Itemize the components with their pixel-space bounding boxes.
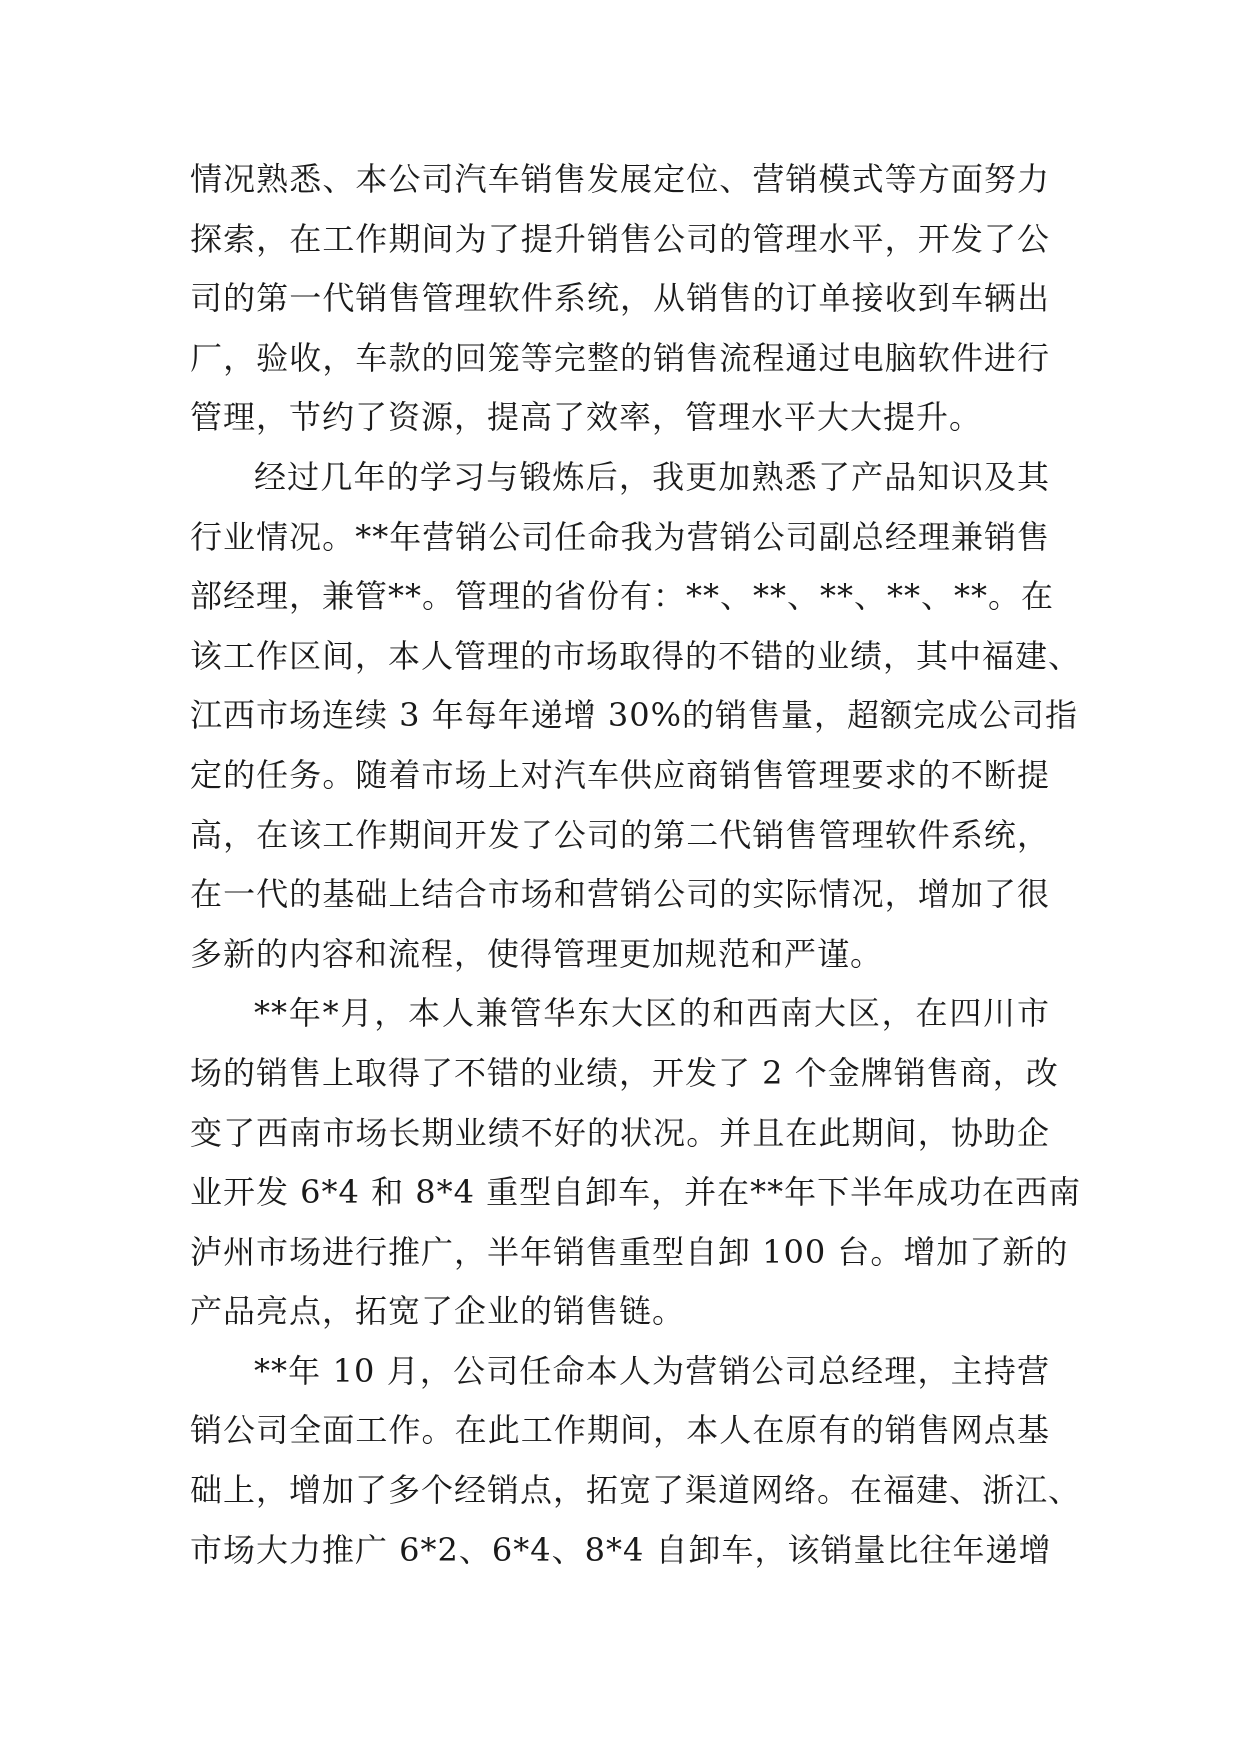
text-line: 础上，增加了多个经销点，拓宽了渠道网络。在福建、浙江、: [190, 1471, 1082, 1510]
text-line: 变了西南市场长期业绩不好的状况。并且在此期间，协助企: [190, 1113, 1050, 1152]
text-line: 场的销售上取得了不错的业绩，开发了 2 个金牌销售商，改: [190, 1053, 1059, 1092]
text-line: 部经理，兼管**。管理的省份有：**、**、**、**、**。在: [190, 577, 1055, 616]
text-line: 江西市场连续 3 年每年递增 30%的销售量，超额完成公司指: [190, 696, 1079, 735]
text-line: 定的任务。随着市场上对汽车供应商销售管理要求的不断提: [190, 755, 1050, 794]
document-body: [190, 150, 1082, 1580]
text-line: **年 10 月，公司任命本人为营销公司总经理，主持营: [254, 1351, 1050, 1390]
text-line: 情况熟悉、本公司汽车销售发展定位、营销模式等方面努力: [190, 160, 1050, 198]
text-line: 高，在该工作期间开发了公司的第二代销售管理软件系统，: [190, 815, 1050, 854]
text-line: 业开发 6*4 和 8*4 重型自卸车，并在**年下半年成功在西南: [190, 1173, 1082, 1212]
text-line: 市场大力推广 6*2、6*4、8*4 自卸车，该销量比往年递增: [190, 1530, 1052, 1569]
text-line: 该工作区间，本人管理的市场取得的不错的业绩，其中福建、: [190, 636, 1082, 675]
text-line: 厂，验收，车款的回笼等完整的销售流程通过电脑软件进行: [190, 338, 1050, 377]
text-line: 行业情况。**年营销公司任命我为营销公司副总经理兼销售: [190, 517, 1050, 556]
text-line: 产品亮点，拓宽了企业的销售链。: [190, 1292, 686, 1331]
text-line: 探索，在工作期间为了提升销售公司的管理水平，开发了公: [190, 219, 1050, 258]
text-line: 泸州市场进行推广，半年销售重型自卸 100 台。增加了新的: [190, 1232, 1069, 1271]
text-line: 经过几年的学习与锻炼后，我更加熟悉了产品知识及其: [254, 457, 1050, 496]
text-line: 司的第一代销售管理软件系统，从销售的订单接收到车辆出: [190, 279, 1050, 318]
text-line: 管理，节约了资源，提高了效率，管理水平大大提升。: [190, 398, 983, 437]
text-line: 销公司全面工作。在此工作期间，本人在原有的销售网点基: [190, 1411, 1050, 1450]
text-line: 在一代的基础上结合市场和营销公司的实际情况，增加了很: [190, 875, 1050, 914]
text-line: **年*月，本人兼管华东大区的和西南大区，在四川市: [254, 994, 1050, 1033]
text-line: 多新的内容和流程，使得管理更加规范和严谨。: [190, 934, 884, 973]
